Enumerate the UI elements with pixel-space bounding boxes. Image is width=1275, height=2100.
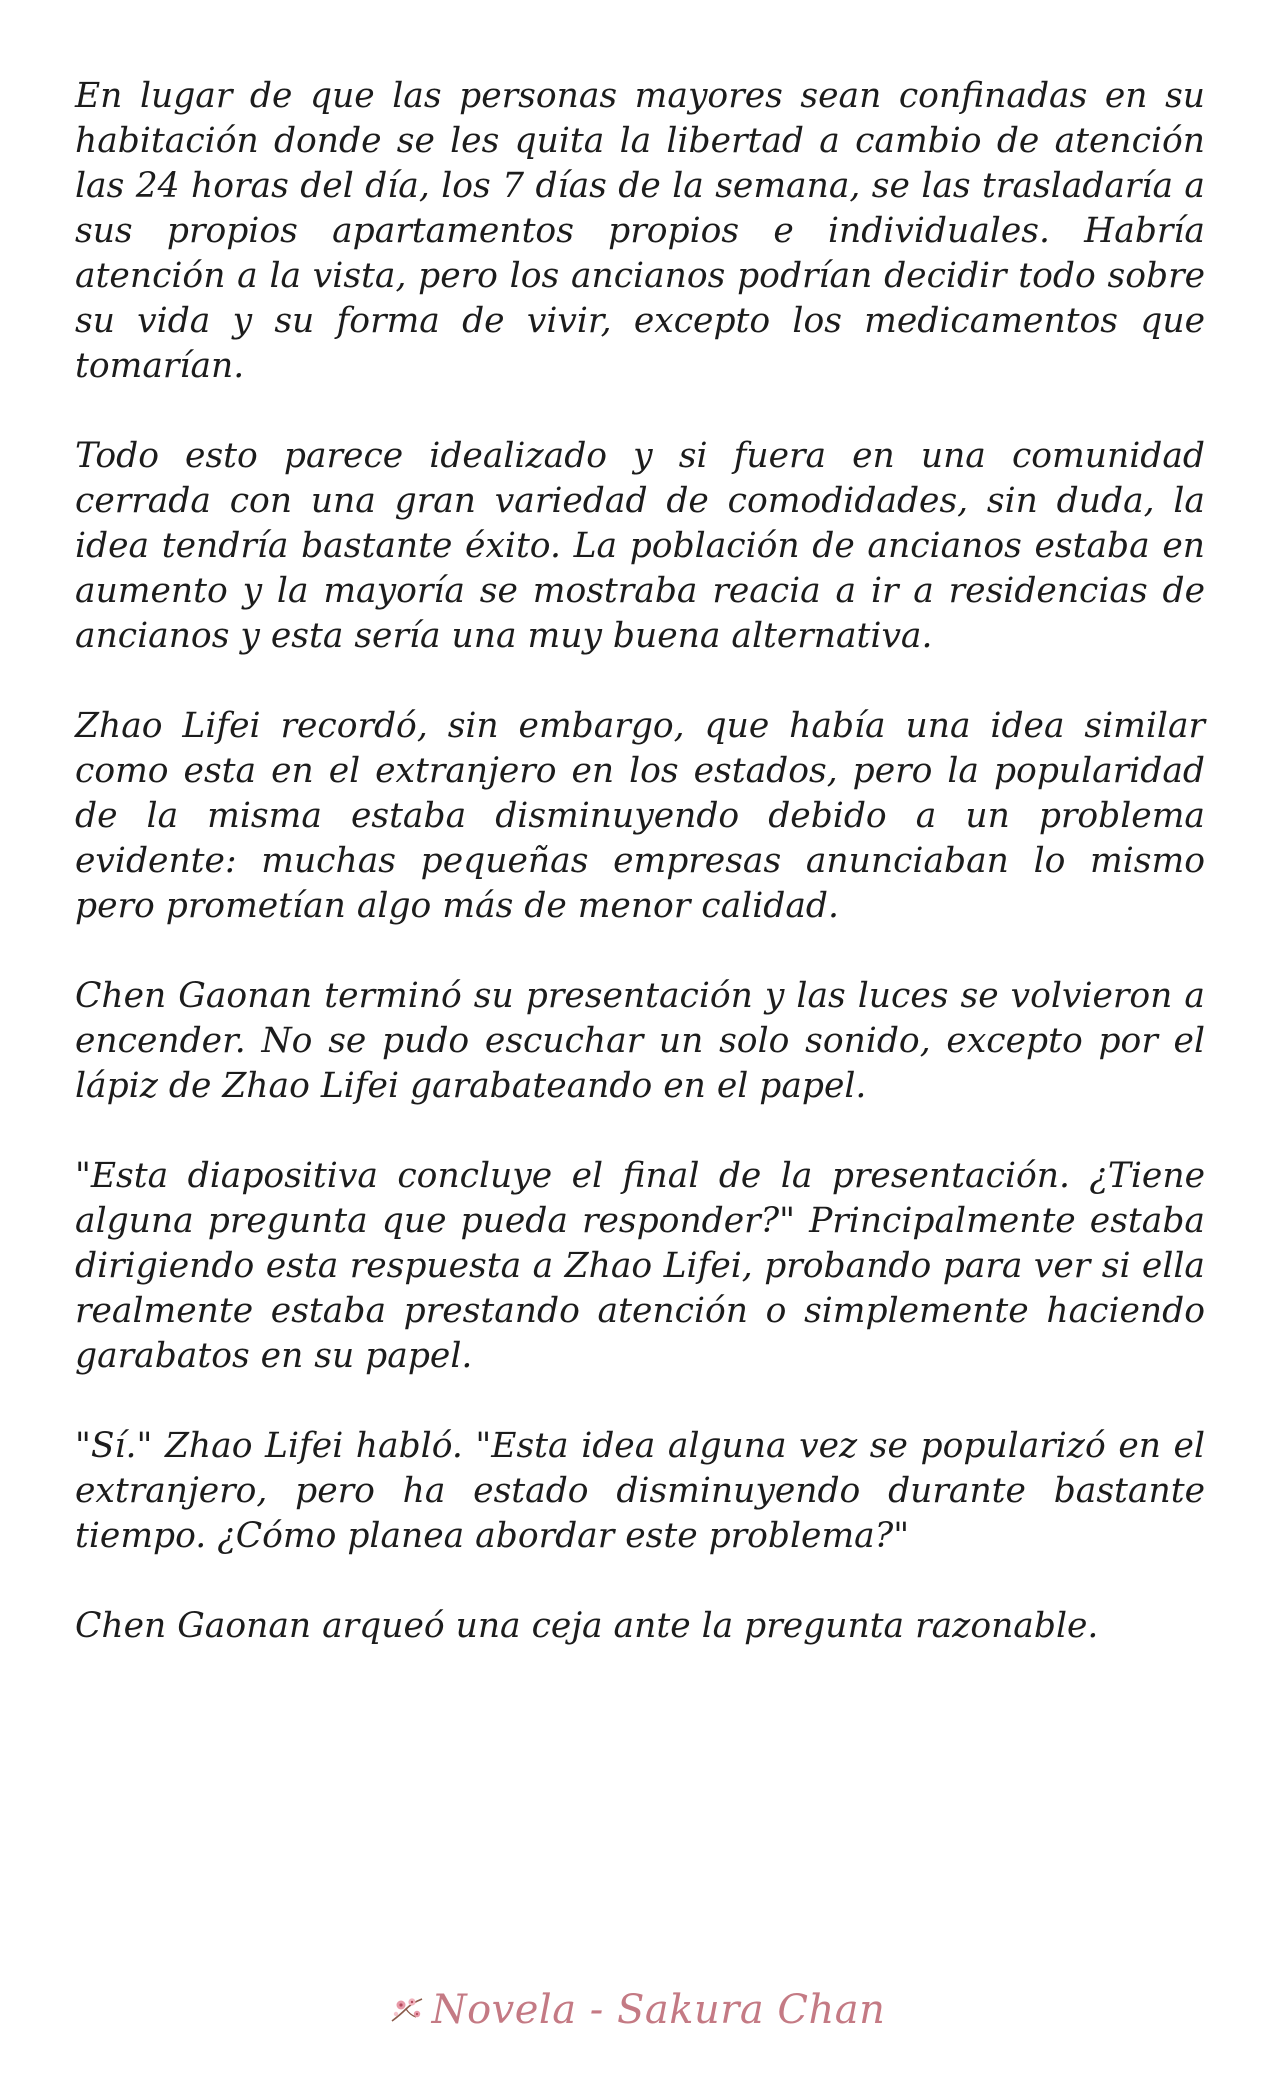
document-body bbox=[75, 74, 1205, 1649]
paragraph: "Esta diapositiva concluye el final de la presentación. ¿Tiene alguna pregunta que pueda responder?" Principalmente estaba dirigiendo esta respuesta a Zhao Lifei, probando para ver si ella realmente estaba prestando atención o simplemente haciendo garabatos en su papel. bbox=[75, 1156, 1205, 1376]
paragraph: Todo esto parece idealizado y si fuera en una comunidad cerrada con una gran variedad de comodidades, sin duda, la idea tendría bastante éxito. La población de ancianos estaba en aumento y la mayoría se mostraba reacia a ir a residencias de ancianos y esta sería una muy buena alternativa. bbox=[75, 436, 1205, 656]
paragraph: Chen Gaonan arqueó una ceja ante la pregunta razonable. bbox=[75, 1606, 1099, 1646]
sakura-blossom-icon bbox=[390, 1988, 426, 2018]
watermark-text: Novela - Sakura Chan bbox=[431, 1987, 886, 2033]
paragraph: En lugar de que las personas mayores sean confinadas en su habitación donde se les quita la libertad a cambio de atención las 24 horas del día, los 7 días de la semana, se las trasladaría a sus propios apartamentos propios e individuales. Habría atención a la vista, pero los ancianos podrían decidir todo sobre su vida y su forma de vivir, excepto los medicamentos que tomarían. bbox=[75, 76, 1205, 386]
paragraph: Chen Gaonan terminó su presentación y las luces se volvieron a encender. No se pudo escuchar un solo sonido, excepto por el lápiz de Zhao Lifei garabateando en el papel. bbox=[75, 976, 1205, 1106]
watermark bbox=[0, 1986, 1275, 2034]
paragraph: "Sí." Zhao Lifei habló. "Esta idea alguna vez se popularizó en el extranjero, pero ha estado disminuyendo durante bastante tiempo. ¿Cómo planea abordar este problema?" bbox=[75, 1426, 1205, 1556]
paragraph: Zhao Lifei recordó, sin embargo, que había una idea similar como esta en el extranjero en los estados, pero la popularidad de la misma estaba disminuyendo debido a un problema evidente: muchas pequeñas empresas anunciaban lo mismo pero prometían algo más de menor calidad. bbox=[75, 706, 1205, 926]
